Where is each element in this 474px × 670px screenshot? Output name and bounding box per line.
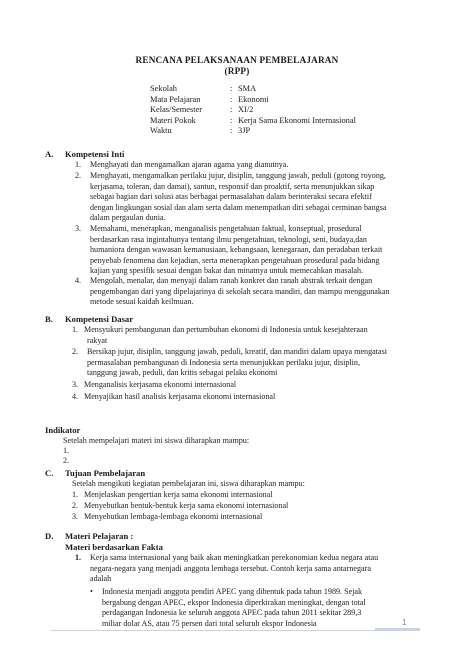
footer-accent-bar [375, 628, 420, 631]
section-b-heading: B. Kompetensi Dasar [45, 314, 134, 324]
identity-value: Kerja Sama Ekonomi Internasional [238, 115, 356, 125]
materi-bullet-item: • Indonesia menjadi anggota pendiri APEC yang dibentuk pada tahun 1989. Sejak bergabung dengan APEC, ekspor Indonesia diperkirakan meningkat, dengan total perdagangan Indonesia ke seluruh anggota APEC pada tahun 2011 sekitar 289,3 miliar dolar AS, atau 75 persen dari total seluruh ekspor Indonesia [90, 587, 366, 628]
identity-row-school [150, 84, 410, 95]
ki-item-2: 2. Menghayati, mengamalkan perilaku jujur, disiplin, tanggung jawab, peduli (gotong royong, kerjasama, toleran, dan damai), santun, responsif dan proaktif, serta menunjukkan sikap sebagai bagian dari solusi atas berbagai permasalahan dalam berinteraksi secara efektif dengan lingkungan sosial dan alam serta dalam menempatkan diri sebagai cerminan bangsa dalam pergaulan dunia. [75, 171, 387, 223]
identity-row-time [150, 126, 410, 137]
identity-key: Kelas/Semester [150, 105, 203, 114]
document-subtitle: (RPP) [224, 66, 250, 76]
identity-value: 3JP [238, 126, 251, 135]
identity-sep: : [230, 94, 233, 104]
identity-value: SMA [238, 84, 257, 93]
indikator-intro: Setelah mempelajari materi ini siswa diharapkan mampu: [63, 436, 250, 445]
identity-sep: : [230, 126, 233, 135]
identity-sep: : [230, 84, 233, 93]
identity-value: XI/2 [238, 105, 254, 114]
identity-row-class [150, 105, 410, 116]
kd-item-1: 1. Mensyukuri pembangunan dan pertumbuhan ekonomi di Indonesia untuk kesejahteraan rakyat [72, 325, 368, 345]
indikator-item-2: 2. [63, 456, 70, 465]
identity-value: Ekonomi [238, 94, 269, 104]
kd-item-4: 4. Menyajikan hasil analisis kerjasama ekonomi internasional [72, 392, 276, 401]
section-d-heading: D. Materi Pelajaran : [45, 531, 134, 541]
ki-item-1: 1. Menghayati dan mengamalkan ajaran agama yang dianutnya. [75, 160, 289, 169]
tujuan-item-3: 3. Menyebutkan lembaga-lembaga ekonomi internasional [72, 512, 263, 521]
document-title: RENCANA PELAKSANAAN PEMBELAJARAN [135, 55, 339, 65]
tujuan-item-1: 1. Menjelaskan pengertian kerja sama ekonomi internasional [72, 490, 273, 499]
ki-item-3: 3. Memahami, menerapkan, menganalisis pengetahuan faktual, konseptual, prosedural berdasarkan rasa ingintahunya tentang ilmu pengetahuan, teknologi, seni, budaya,dan humaniora dengan wawasan kemanusiaan, kebangsaan, kenegaraan, dan peradaban terkait penyebab fenomena dan kejadian, serta menerapkan pengetahuan prosedural pada bidang kajian yang spesifik sesuai dengan bakat dan minatnya untuk memecahkan masalah. [75, 224, 383, 276]
page-number: 1 [402, 618, 407, 627]
indikator-heading: Indikator [45, 425, 81, 435]
identity-key: Waktu [150, 126, 172, 135]
indikator-item-1: 1. [63, 446, 70, 455]
identity-table [150, 84, 410, 139]
identity-key: Mata Pelajaran [150, 94, 201, 104]
materi-item-1: 1. Kerja sama internasional yang baik akan meningkatkan perekonomian kedua negara atau negara-negara yang menjadi anggota lembaga tersebut. Contoh kerja sama antarnegara adalah [75, 553, 379, 584]
kd-item-2: 2. Bersikap jujur, disiplin, tanggung jawab, peduli, kreatif, dan mandiri dalam upaya mengatasi permasalahan pembangunan di Indonesia serta menunjukkan perilaku jujur, disiplin, tanggung jawab, peduli, dan kritis sebagai pelaku ekonomi [72, 347, 387, 378]
bullet-icon: • [90, 587, 93, 596]
footer-divider [50, 630, 420, 631]
identity-row-subject [150, 95, 410, 106]
ki-item-4: 4. Mengolah, menalar, dan menyaji dalam ranah konkret dan ranah abstrak terkait dengan pengembangan dari yang dipelajarinya di sekolah secara mandiri, dan mampu menggunakan metode sesuai kaidah keilmuan. [75, 276, 390, 307]
identity-key: Materi Pokok [150, 115, 196, 125]
tujuan-item-2: 2. Menyebutkan bentuk-bentuk kerja sama ekonomi internasional [72, 501, 289, 510]
section-a-heading: A. Kompetensi Inti [45, 149, 125, 159]
identity-key: Sekolah [150, 84, 177, 93]
identity-row-topic [150, 116, 410, 127]
kd-item-3: 3. Menganalisis kerjasama ekonomi internasional [72, 380, 237, 389]
materi-subheading: Materi berdasarkan Fakta [65, 542, 163, 552]
identity-sep: : [230, 115, 233, 125]
tujuan-intro: Setelah mengikuti kegiatan pembelajaran ini, siswa diharapkan mampu: [72, 479, 305, 488]
section-c-heading: C. Tujuan Pembelajaran [45, 468, 146, 478]
identity-sep: : [230, 105, 233, 114]
